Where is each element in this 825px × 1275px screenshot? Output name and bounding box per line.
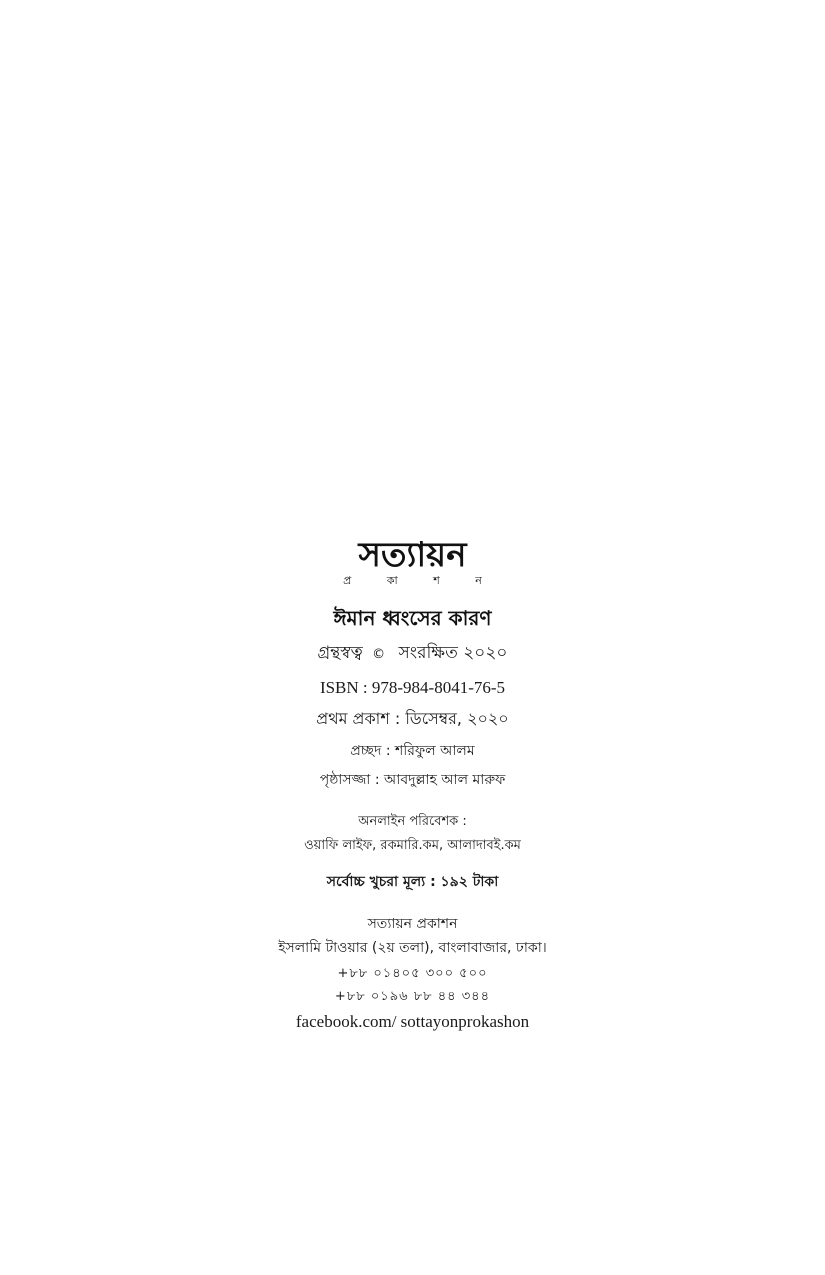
publisher-name: সত্যায়ন প্রকাশন — [367, 916, 458, 932]
copyright-icon: © — [372, 647, 386, 662]
publisher-facebook: facebook.com/ sottayonprokashon — [295, 1012, 530, 1031]
publisher-phone-1: +৮৮ ০১৪০৫ ৩০০ ৫০০ — [337, 966, 488, 981]
publisher-phone-2: +৮৮ ০১৯৬ ৮৮ ৪৪ ৩৪৪ — [334, 989, 491, 1004]
max-retail-price: সর্বোচ্চ খুচরা মূল্য : ১৯২ টাকা — [326, 874, 499, 890]
isbn: ISBN : 978-984-8041-76-5 — [319, 678, 506, 697]
online-distributors-list: ওয়াফি লাইফ, রকমারি.কম, আলাদাবই.কম — [304, 838, 521, 853]
copyright-label: গ্রন্থস্বত্ব — [317, 643, 363, 663]
publisher-logo — [0, 536, 825, 592]
online-distributors-label: অনলাইন পরিবেশক : — [358, 814, 467, 829]
copyright-line — [0, 641, 825, 667]
cover-design-credit: প্রচ্ছদ : শরিফুল আলম — [350, 743, 475, 759]
copyright-text: সংরক্ষিত ২০২০ — [398, 643, 508, 663]
first-publication: প্রথম প্রকাশ : ডিসেম্বর, ২০২০ — [316, 709, 509, 728]
publisher-address: ইসলামি টাওয়ার (২য় তলা), বাংলাবাজার, ঢাকা। — [278, 940, 547, 956]
publisher-logo-name: সত্যায়ন — [358, 535, 467, 575]
publisher-logo-subtitle: প্র কা শ ন — [343, 574, 498, 587]
book-title: ঈমান ধ্বংসের কারণ — [333, 606, 492, 630]
page-layout-credit: পৃষ্ঠাসজ্জা : আবদুল্লাহ আল মারুফ — [319, 772, 506, 788]
